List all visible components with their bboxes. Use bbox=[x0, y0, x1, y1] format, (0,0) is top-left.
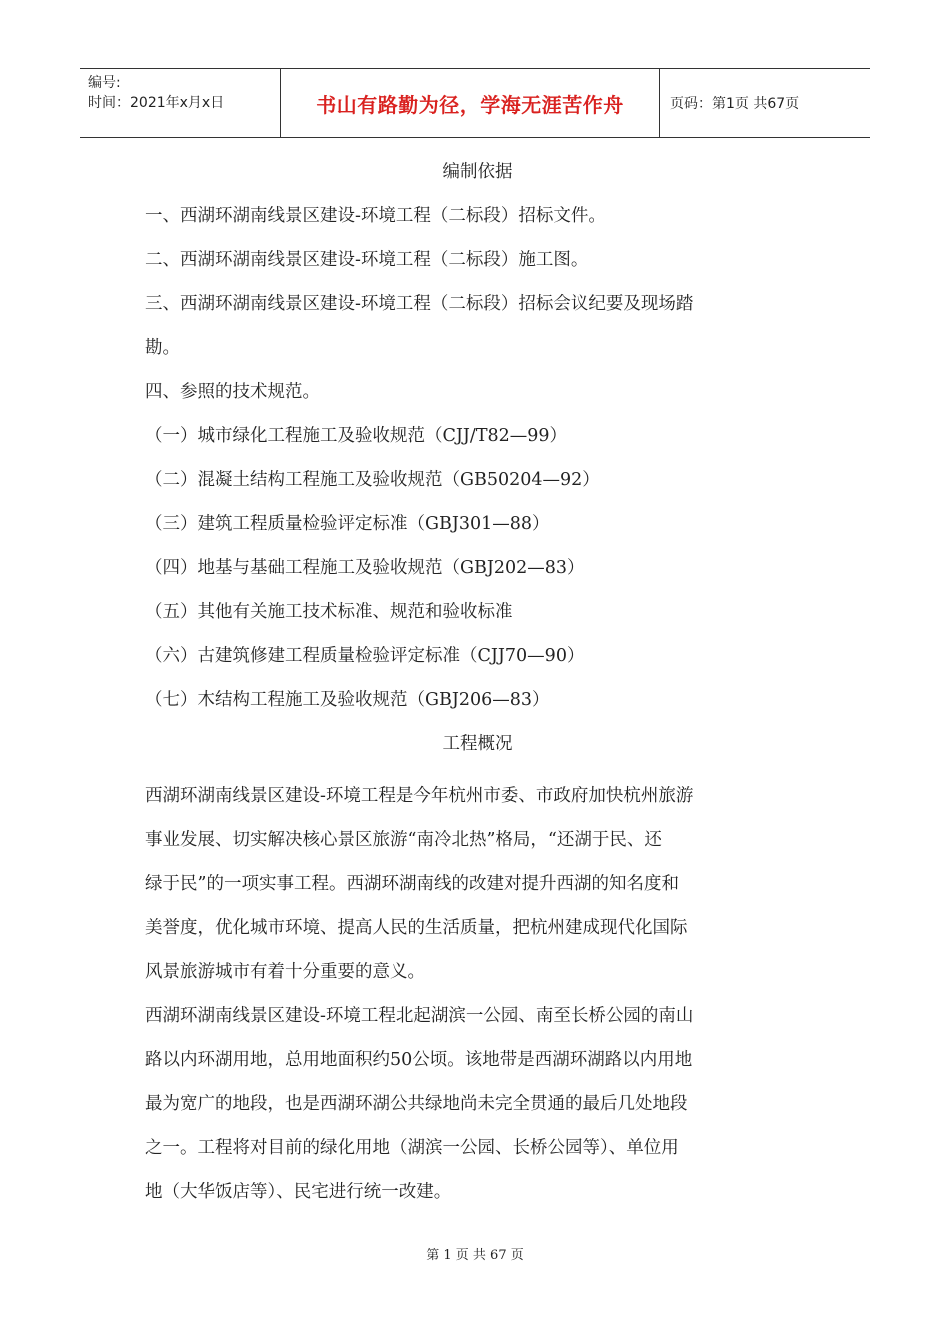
basis-item: 四、参照的技术规范。 bbox=[145, 382, 320, 402]
spec-item: （一）城市绿化工程施工及验收规范（CJJ/T82—99） bbox=[145, 426, 568, 446]
page-footer: 第 1 页 共 67 页 bbox=[426, 1248, 524, 1263]
paragraph-line: 美誉度，优化城市环境、提高人民的生活质量，把杭州建成现代化国际 bbox=[145, 918, 688, 938]
paragraph-line: 事业发展、切实解决核心景区旅游“南冷北热”格局，“还湖于民、还 bbox=[145, 830, 662, 850]
header-page-info: 页码：第1页 共67页 bbox=[670, 96, 800, 112]
document-time-label: 时间：2021年x月x日 bbox=[88, 95, 225, 111]
spec-item: （七）木结构工程施工及验收规范（GBJ206—83） bbox=[145, 690, 550, 710]
basis-item: 勘。 bbox=[145, 338, 180, 358]
spec-item: （三）建筑工程质量检验评定标准（GBJ301—88） bbox=[145, 514, 550, 534]
spec-item: （五）其他有关施工技术标准、规范和验收标准 bbox=[145, 602, 513, 622]
basis-item: 二、西湖环湖南线景区建设-环境工程（二标段）施工图。 bbox=[145, 250, 589, 270]
basis-item: 一、西湖环湖南线景区建设-环境工程（二标段）招标文件。 bbox=[145, 206, 606, 226]
spacer bbox=[145, 766, 810, 774]
paragraph-line: 之一。工程将对目前的绿化用地（湖滨一公园、长桥公园等）、单位用 bbox=[145, 1138, 679, 1158]
overview-paragraph-1 bbox=[145, 774, 810, 994]
paragraph-line: 绿于民”的一项实事工程。西湖环湖南线的改建对提升西湖的知名度和 bbox=[145, 874, 679, 894]
spec-item: （六）古建筑修建工程质量检验评定标准（CJJ70—90） bbox=[145, 646, 585, 666]
spec-item: （四）地基与基础工程施工及验收规范（GBJ202—83） bbox=[145, 558, 585, 578]
paragraph-line: 西湖环湖南线景区建设-环境工程是今年杭州市委、市政府加快杭州旅游 bbox=[145, 786, 694, 806]
spec-item: （二）混凝土结构工程施工及验收规范（GB50204—92） bbox=[145, 470, 600, 490]
paragraph-line: 最为宽广的地段，也是西湖环湖公共绿地尚未完全贯通的最后几处地段 bbox=[145, 1094, 688, 1114]
paragraph-line: 风景旅游城市有着十分重要的意义。 bbox=[145, 962, 425, 982]
document-number-label: 编号: bbox=[88, 75, 121, 91]
document-body bbox=[145, 150, 810, 1214]
overview-paragraph-2 bbox=[145, 994, 810, 1214]
paragraph-line: 地（大华饭店等）、民宅进行统一改建。 bbox=[145, 1182, 452, 1202]
page-header bbox=[80, 68, 870, 138]
header-motto: 书山有路勤为径，学海无涯苦作舟 bbox=[281, 69, 660, 137]
basis-item: 三、西湖环湖南线景区建设-环境工程（二标段）招标会议纪要及现场踏 bbox=[145, 294, 694, 314]
paragraph-line: 路以内环湖用地，总用地面积约50公顷。该地带是西湖环湖路以内用地 bbox=[145, 1050, 693, 1070]
section-title-basis: 编制依据 bbox=[442, 162, 513, 182]
header-meta bbox=[80, 69, 281, 137]
paragraph-line: 西湖环湖南线景区建设-环境工程北起湖滨一公园、南至长桥公园的南山 bbox=[145, 1006, 694, 1026]
section-title-overview: 工程概况 bbox=[442, 734, 513, 754]
